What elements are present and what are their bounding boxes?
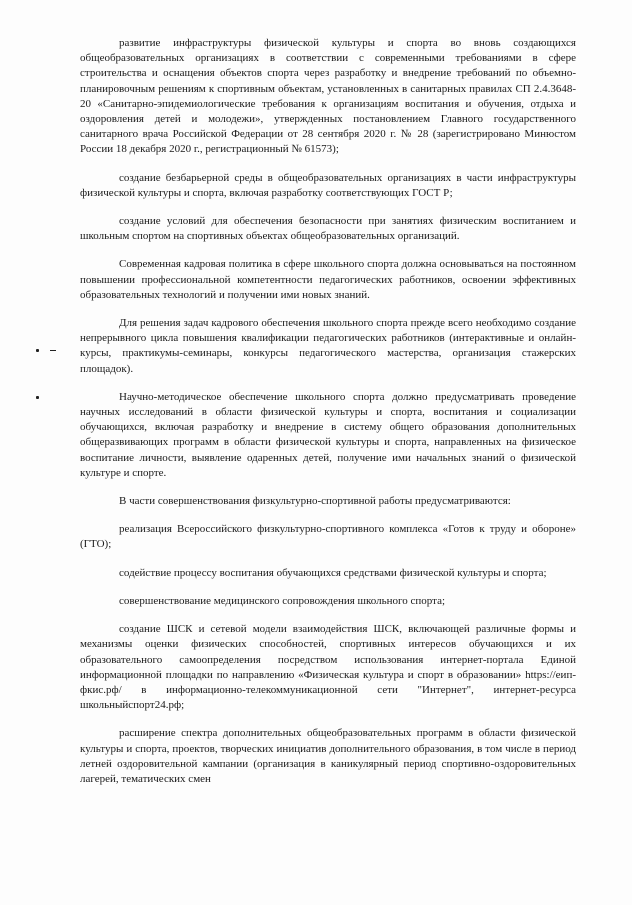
paragraph-improvement-intro: В части совершенствования физкультурно-спортивной работы предусматриваются: [119, 495, 511, 508]
paragraph-personnel-tasks: Для решения задач кадрового обеспечения школьного спорта прежде всего необходимо создание непрерывного цикла повышения квалификации педагогических работников (интерактивные и онлайн-курсы, практикумы-семинары, конкурсы педагогического мастерства, организация стажерских площадок). [80, 317, 576, 375]
paragraph-gto: реализация Всероссийского физкультурно-спортивного комплекса «Готов к труду и обороне» (ГТО); [80, 523, 576, 551]
paragraph-ssc-network: создание ШСК и сетевой модели взаимодействия ШСК, включающей различные формы и механизмы оценки физических способностей, спортивных интересов обучающихся и их образовательного самоопределения посредством использования интернет-портала Единой информационной площадки по направлению «Физическая культура и спорт в образовании» https://еип-фкис.рф/ в информационно-телекоммуникационной сети "Интернет", интернет-ресурса школьныйспорт24.рф; [80, 623, 576, 712]
paragraph-safety: создание условий для обеспечения безопасности при занятиях физическим воспитанием и школьным спортом на спортивных объектах общеобразовательных организаций. [80, 215, 576, 243]
scan-speck [36, 396, 39, 399]
paragraph-personnel-policy: Современная кадровая политика в сфере школьного спорта должна основываться на постоянном повышении профессиональной компетентности педагогических работников, освоении эффективных образовательных технологий и получении ими новых знаний. [80, 258, 576, 301]
paragraph-programs: расширение спектра дополнительных общеобразовательных программ в области физической культуры и спорта, проектов, творческих инициатив дополнительного образования, в том числе в период летней оздоровительной кампании (организация в каникулярный период спортивно-оздоровительных лагерей, тематических смен [80, 727, 576, 785]
paragraph-infrastructure: развитие инфраструктуры физической культуры и спорта во вновь создающихся общеобразовательных организациях в соответствии с современными требованиями в сфере строительства и оснащения объектов спорта через разработку и внедрение требований по объемно-планировочным решениям к спортивным объектам, установленных в санитарных правилах СП 2.4.3648-20 «Санитарно-эпидемиологические требования к организациям воспитания и обучения, отдыха и оздоровления детей и молодежи», утвержденных постановлением Главного государственного санитарного врача Российской Федерации от 28 сентября 2020 г. № 28 (зарегистрировано Минюстом России 18 декабря 2020 г., регистрационный № 61573); [80, 37, 576, 156]
document-body [80, 36, 576, 800]
paragraph-barrier-free: создание безбарьерной среды в общеобразовательных организациях в части инфраструктуры физической культуры и спорта, включая разработку соответствующих ГОСТ Р; [80, 171, 576, 199]
scan-speck [50, 350, 56, 351]
paragraph-medical: совершенствование медицинского сопровождения школьного спорта; [119, 594, 446, 607]
paragraph-upbringing: содействие процессу воспитания обучающихся средствами физической культуры и спорта; [119, 566, 547, 579]
scan-speck [36, 349, 39, 352]
paragraph-scientific-support: Научно-методическое обеспечение школьного спорта должно предусматривать проведение научных исследований в области физической культуры и спорта, воспитания и социализации обучающихся, включая разработку и внедрение в систему общего образования дополнительных общеразвивающих программ в области физической культуры и спорта, направленных на физическое воспитание личности, выявление одаренных детей, получение ими начальных знаний о физической культуре и спорте. [80, 390, 576, 479]
